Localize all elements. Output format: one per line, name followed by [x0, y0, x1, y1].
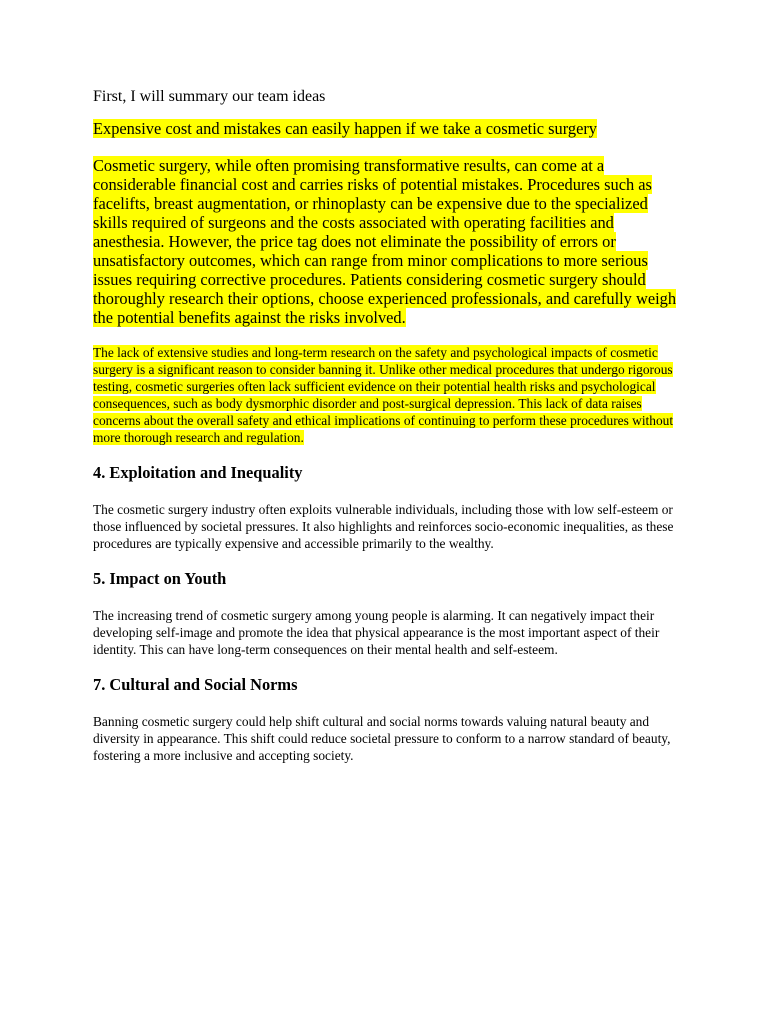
section-body-cultural-norms: Banning cosmetic surgery could help shift cultural and social norms towards valuing natural beauty and diversity in appearance. This shift could reduce societal pressure to conform to a narrow standard of beauty, fostering a more inclusive and accepting society. — [93, 714, 671, 763]
section-heading-youth: 5. Impact on Youth — [93, 569, 227, 588]
section-body-exploitation: The cosmetic surgery industry often exploits vulnerable individuals, including those with low self-esteem or those influenced by societal pressures. It also highlights and reinforces socio-economic inequalities, as these procedures are typically expensive and accessible primarily to the wealthy. — [93, 502, 674, 551]
highlighted-paragraph-cost — [93, 156, 683, 327]
section-heading-exploitation: 4. Exploitation and Inequality — [93, 463, 303, 482]
highlighted-paragraph-cost-text: Cosmetic surgery, while often promising transformative results, can come at a considerable financial cost and carries risks of potential mistakes. Procedures such as facelifts, breast augmentation, or rhinoplasty can be expensive due to the specialized skills required of surgeons and the costs associated with operating facilities and anesthesia. However, the price tag does not eliminate the possibility of errors or unsatisfactory outcomes, which can range from minor complications to more serious issues requiring corrective procedures. Patients considering cosmetic surgery should thoroughly research their options, choose experienced professionals, and carefully weigh the potential benefits against the risks involved. — [93, 156, 677, 327]
highlighted-paragraph-research-text: The lack of extensive studies and long-term research on the safety and psychological impacts of cosmetic surgery is a significant reason to consider banning it. Unlike other medical procedures that undergo rigorous testing, cosmetic surgeries often lack sufficient evidence on their potential health risks and psychological consequences, such as body dysmorphic disorder and post-surgical depression. This lack of data raises concerns about the overall safety and ethical implications of continuing to perform these procedures without more thorough research and regulation. — [93, 345, 674, 445]
highlighted-heading — [93, 119, 683, 138]
section-heading-cultural-norms: 7. Cultural and Social Norms — [93, 675, 298, 694]
highlighted-paragraph-research — [93, 344, 683, 446]
document-page — [93, 86, 683, 781]
intro-line — [93, 86, 683, 108]
section-body-youth: The increasing trend of cosmetic surgery among young people is alarming. It can negatively impact their developing self-image and promote the idea that physical appearance is the most important aspect of their identity. This can have long-term consequences on their mental health and self-esteem. — [93, 608, 660, 657]
highlighted-heading-text: Expensive cost and mistakes can easily happen if we take a cosmetic surgery — [93, 119, 597, 138]
intro-text: First, I will summary our team ideas — [93, 88, 326, 105]
